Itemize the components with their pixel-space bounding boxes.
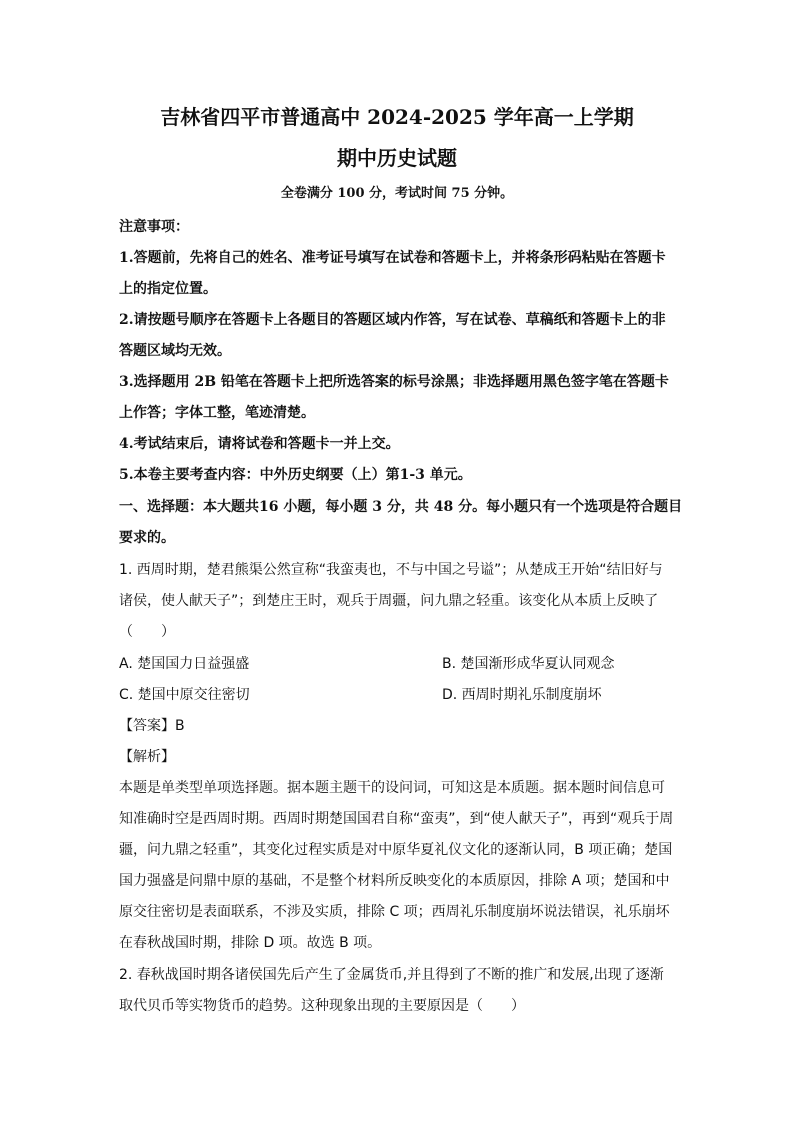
q1-analysis-line: 原交往密切是表面联系，不涉及实质，排除 C 项；西周礼乐制度崩坏说法错误，礼乐崩坏: [119, 904, 670, 920]
notice-line: 上的指定位置。: [119, 281, 217, 297]
exam-subtitle: 全卷满分 100 分，考试时间 75 分钟。: [280, 186, 514, 201]
q1-stem-line: （ ）: [119, 624, 175, 640]
notice-line: 2.请按题号顺序在答题卡上各题目的答题区域内作答，写在试卷、草稿纸和答题卡上的非: [119, 312, 666, 328]
notice-line: 答题区域均无效。: [119, 343, 231, 359]
notice-line: 3.选择题用 2B 铅笔在答题卡上把所选答案的标号涂黑；非选择题用黑色签字笔在答题卡: [119, 374, 669, 390]
q1-option-d: D. 西周时期礼乐制度崩坏: [442, 687, 602, 703]
q1-analysis-line: 知准确时空是西周时期。西周时期楚国国君自称“蛮夷”，到“使人献天子”，再到“观兵于周: [119, 811, 674, 827]
notice-heading: 注意事项：: [119, 219, 189, 235]
q1-answer: 【答案】B: [119, 718, 185, 734]
notice-line: 4.考试结束后，请将试卷和答题卡一并上交。: [119, 436, 400, 452]
exam-title-line-2: 期中历史试题: [337, 146, 457, 170]
q1-analysis-line: 本题是单类型单项选择题。据本题主题干的设问词，可知这是本质题。据本题时间信息可: [119, 780, 665, 796]
section-heading-line: 要求的。: [119, 530, 175, 546]
q1-option-c: C. 楚国中原交往密切: [119, 687, 250, 703]
q2-stem-line: 2. 春秋战国时期各诸侯国先后产生了金属货币,并且得到了不断的推广和发展,出现了逐渐: [119, 967, 664, 983]
q1-option-a: A. 楚国国力日益强盛: [119, 656, 250, 672]
q1-stem-line: 诸侯，使人献天子”；到楚庄王时，观兵于周疆，问九鼎之轻重。该变化从本质上反映了: [119, 593, 659, 609]
exam-title-line-1: 吉林省四平市普通高中 2024-2025 学年高一上学期: [160, 105, 634, 129]
q1-analysis-line: 在春秋战国时期，排除 D 项。故选 B 项。: [119, 935, 382, 951]
q1-analysis-heading: 【解析】: [119, 749, 175, 765]
q1-option-b: B. 楚国渐形成华夏认同观念: [442, 656, 615, 672]
notice-line: 1.答题前，先将自己的姓名、准考证号填写在试卷和答题卡上，并将条形码粘贴在答题卡: [119, 250, 666, 266]
notice-line: 5.本卷主要考查内容：中外历史纲要（上）第1-3 单元。: [119, 467, 472, 483]
q1-analysis-line: 国力强盛是问鼎中原的基础，不是整个材料所反映变化的本质原因，排除 A 项；楚国和中: [119, 873, 670, 889]
section-heading-line: 一、选择题：本大题共16 小题，每小题 3 分，共 48 分。每小题只有一个选项是符合题目: [119, 499, 683, 515]
q1-stem-line: 1. 西周时期，楚君熊渠公然宣称“我蛮夷也，不与中国之号谥”；从楚成王开始“结旧好与: [119, 562, 663, 578]
q2-stem-line: 取代贝币等实物货币的趋势。这种现象出现的主要原因是（ ）: [119, 998, 525, 1014]
notice-line: 上作答；字体工整，笔迹清楚。: [119, 405, 315, 421]
q1-analysis-line: 疆，问九鼎之轻重”，其变化过程实质是对中原华夏礼仪文化的逐渐认同，B 项正确；楚国: [119, 842, 673, 858]
